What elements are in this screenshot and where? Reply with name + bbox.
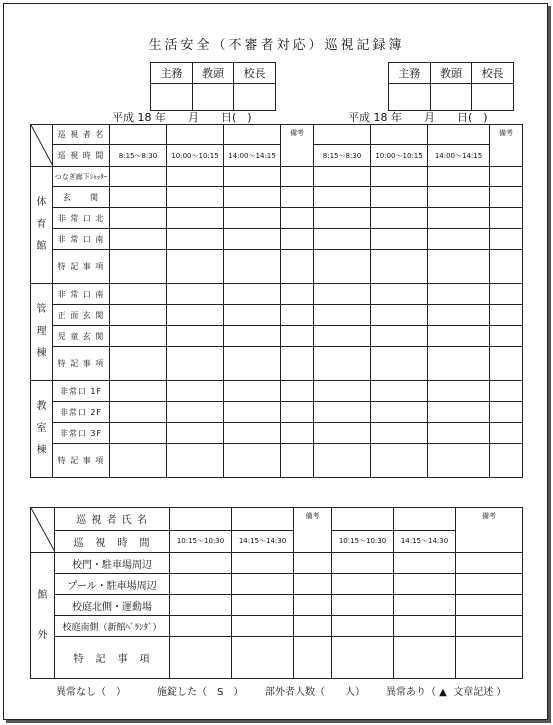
- note-cell[interactable]: [281, 402, 314, 423]
- patroller-cell[interactable]: [224, 125, 281, 145]
- check-cell[interactable]: [428, 208, 490, 229]
- time-slot: 10:15～10:30: [332, 530, 394, 553]
- check-cell[interactable]: [167, 381, 224, 402]
- check-cell[interactable]: [170, 595, 232, 616]
- patroller-cell[interactable]: [314, 125, 371, 145]
- note-cell[interactable]: [294, 616, 332, 637]
- check-cell[interactable]: [110, 187, 167, 208]
- note-cell[interactable]: [490, 444, 523, 478]
- patroller-label: 巡 視 者 氏 名: [55, 508, 170, 531]
- check-cell[interactable]: [314, 250, 371, 284]
- note-cell[interactable]: [490, 347, 523, 381]
- check-cell[interactable]: [110, 347, 167, 381]
- check-cell[interactable]: [332, 595, 394, 616]
- check-cell[interactable]: [314, 208, 371, 229]
- check-cell[interactable]: [428, 250, 490, 284]
- check-cell[interactable]: [371, 208, 428, 229]
- check-cell[interactable]: [394, 574, 456, 595]
- form-title: 生活安全（不審者対応）巡視記録簿: [148, 38, 405, 53]
- note-cell[interactable]: [281, 381, 314, 402]
- row-label: 特 記 事 項: [53, 250, 110, 284]
- check-cell[interactable]: [314, 423, 371, 444]
- group-gymnasium: 体 育 館: [31, 167, 53, 284]
- check-cell[interactable]: [167, 305, 224, 326]
- patroller-cell[interactable]: [394, 508, 456, 531]
- note-cell[interactable]: [294, 574, 332, 595]
- check-cell[interactable]: [167, 167, 224, 187]
- stamp-header: 主務: [389, 63, 431, 84]
- check-cell[interactable]: [371, 423, 428, 444]
- check-cell[interactable]: [224, 347, 281, 381]
- group-admin-building: 管 理 棟: [31, 284, 53, 381]
- check-cell[interactable]: [371, 402, 428, 423]
- check-cell[interactable]: [314, 305, 371, 326]
- note-cell[interactable]: [281, 167, 314, 187]
- stamp-cell[interactable]: [192, 84, 234, 111]
- note-cell[interactable]: [490, 326, 523, 347]
- check-cell[interactable]: [332, 553, 394, 574]
- note-header: 備考: [456, 508, 523, 553]
- date-left: 平成 18 年 月 日( ): [112, 111, 252, 124]
- row-label: 非常口 1F: [53, 381, 110, 402]
- check-cell[interactable]: [232, 616, 294, 637]
- patroller-cell[interactable]: [428, 125, 490, 145]
- group-classroom-building: 教 室 棟: [31, 381, 53, 478]
- note-header: 備考: [490, 125, 523, 167]
- check-cell[interactable]: [110, 402, 167, 423]
- note-header: 備考: [294, 508, 332, 553]
- check-cell[interactable]: [314, 402, 371, 423]
- time-slot: 14:00～14:15: [428, 145, 490, 167]
- row-label: 特 記 事 項: [53, 347, 110, 381]
- check-cell[interactable]: [224, 402, 281, 423]
- legend-abnormality: 異常あり（ ▲ 文章記述 ）: [386, 687, 507, 698]
- check-cell[interactable]: [371, 187, 428, 208]
- stamp-header: 教頭: [192, 63, 234, 84]
- check-cell[interactable]: [224, 305, 281, 326]
- time-slot: 10:15～10:30: [170, 530, 232, 553]
- patroller-cell[interactable]: [371, 125, 428, 145]
- stamp-cell[interactable]: [389, 84, 431, 111]
- note-cell[interactable]: [281, 208, 314, 229]
- patroller-cell[interactable]: [170, 508, 232, 531]
- row-label: 非 常 口 北: [53, 208, 110, 229]
- check-cell[interactable]: [224, 423, 281, 444]
- check-cell[interactable]: [224, 167, 281, 187]
- check-cell[interactable]: [170, 637, 232, 679]
- check-cell[interactable]: [224, 250, 281, 284]
- stamp-header: 教頭: [430, 63, 472, 84]
- row-label: 特 記 事 項: [55, 637, 170, 679]
- time-slot: 14:00～14:15: [224, 145, 281, 167]
- check-cell[interactable]: [314, 347, 371, 381]
- check-cell[interactable]: [167, 423, 224, 444]
- note-cell[interactable]: [281, 444, 314, 478]
- time-slot: 14:15～14:30: [394, 530, 456, 553]
- patroller-cell[interactable]: [232, 508, 294, 531]
- stamp-cell[interactable]: [151, 84, 193, 111]
- check-cell[interactable]: [224, 381, 281, 402]
- check-cell[interactable]: [314, 381, 371, 402]
- row-label: プール・駐車場周辺: [55, 574, 170, 595]
- check-cell[interactable]: [110, 229, 167, 250]
- check-cell[interactable]: [110, 305, 167, 326]
- note-cell[interactable]: [456, 595, 523, 616]
- note-cell[interactable]: [456, 637, 523, 679]
- row-label: 特 記 事 項: [53, 444, 110, 478]
- row-label: 校庭南側（新館ﾍﾞﾗﾝﾀﾞ）: [55, 616, 170, 637]
- row-label: 校門・駐車場周辺: [55, 553, 170, 574]
- patroller-cell[interactable]: [110, 125, 167, 145]
- note-cell[interactable]: [281, 229, 314, 250]
- row-label: 児 童 玄 関: [53, 326, 110, 347]
- check-cell[interactable]: [232, 574, 294, 595]
- note-cell[interactable]: [281, 284, 314, 305]
- check-cell[interactable]: [170, 574, 232, 595]
- check-cell[interactable]: [394, 553, 456, 574]
- check-cell[interactable]: [110, 284, 167, 305]
- time-label: 巡 視 時 間: [55, 530, 170, 553]
- check-cell[interactable]: [224, 326, 281, 347]
- check-cell[interactable]: [167, 326, 224, 347]
- note-cell[interactable]: [490, 250, 523, 284]
- check-cell[interactable]: [332, 574, 394, 595]
- check-cell[interactable]: [428, 326, 490, 347]
- check-cell[interactable]: [167, 208, 224, 229]
- patrol-table-outside: [30, 507, 523, 679]
- note-cell[interactable]: [294, 595, 332, 616]
- time-slot: 10:00～10:15: [371, 145, 428, 167]
- check-cell[interactable]: [371, 284, 428, 305]
- legend-outsider-count: 部外者人数（ 人）: [265, 687, 365, 698]
- legend-locked: 施錠した（ S ）: [157, 687, 244, 698]
- row-label: 非常口 3F: [53, 423, 110, 444]
- row-label: 校庭北側・運動場: [55, 595, 170, 616]
- note-header: 備考: [281, 125, 314, 167]
- row-label: 正 面 玄 関: [53, 305, 110, 326]
- time-slot: 10:00～10:15: [167, 145, 224, 167]
- legend-no-abnormality: 異常なし（ ）: [56, 687, 126, 698]
- check-cell[interactable]: [428, 402, 490, 423]
- stamp-header: 主務: [151, 63, 193, 84]
- row-label: 非常口 2F: [53, 402, 110, 423]
- check-cell[interactable]: [371, 250, 428, 284]
- check-cell[interactable]: [110, 167, 167, 187]
- check-cell[interactable]: [314, 326, 371, 347]
- date-right: 平成 18 年 月 日( ): [348, 111, 488, 124]
- check-cell[interactable]: [224, 284, 281, 305]
- check-cell[interactable]: [167, 229, 224, 250]
- note-cell[interactable]: [281, 187, 314, 208]
- check-cell[interactable]: [371, 444, 428, 478]
- approval-stamps-right: [388, 62, 514, 111]
- check-cell[interactable]: [371, 347, 428, 381]
- check-cell[interactable]: [371, 381, 428, 402]
- stamp-cell[interactable]: [430, 84, 472, 111]
- note-cell[interactable]: [490, 187, 523, 208]
- check-cell[interactable]: [428, 444, 490, 478]
- approval-stamps-left: [150, 62, 276, 111]
- check-cell[interactable]: [332, 616, 394, 637]
- check-cell[interactable]: [110, 250, 167, 284]
- check-cell[interactable]: [170, 616, 232, 637]
- time-slot: 8:15～8:30: [110, 145, 167, 167]
- check-cell[interactable]: [314, 284, 371, 305]
- check-cell[interactable]: [314, 187, 371, 208]
- patrol-table-main: [30, 124, 523, 478]
- group-outside-building: 館 外: [31, 553, 55, 679]
- check-cell[interactable]: [232, 553, 294, 574]
- patroller-cell[interactable]: [332, 508, 394, 531]
- check-cell[interactable]: [314, 167, 371, 187]
- check-cell[interactable]: [371, 229, 428, 250]
- patroller-cell[interactable]: [167, 125, 224, 145]
- corner-cell: [31, 508, 55, 553]
- check-cell[interactable]: [232, 637, 294, 679]
- check-cell[interactable]: [110, 381, 167, 402]
- time-slot: 8:15～8:30: [314, 145, 371, 167]
- check-cell[interactable]: [224, 444, 281, 478]
- diagonal-line: [31, 125, 53, 166]
- check-cell[interactable]: [394, 637, 456, 679]
- check-cell[interactable]: [394, 595, 456, 616]
- check-cell[interactable]: [167, 444, 224, 478]
- note-cell[interactable]: [490, 305, 523, 326]
- check-cell[interactable]: [167, 347, 224, 381]
- note-cell[interactable]: [281, 250, 314, 284]
- check-cell[interactable]: [428, 187, 490, 208]
- note-cell[interactable]: [456, 553, 523, 574]
- patroller-label: 巡 視 者 名: [53, 125, 110, 145]
- check-cell[interactable]: [224, 187, 281, 208]
- check-cell[interactable]: [394, 616, 456, 637]
- corner-cell: [31, 125, 53, 167]
- check-cell[interactable]: [428, 229, 490, 250]
- check-cell[interactable]: [110, 208, 167, 229]
- note-cell[interactable]: [490, 167, 523, 187]
- row-label: 非 常 口 南: [53, 229, 110, 250]
- check-cell[interactable]: [224, 229, 281, 250]
- check-cell[interactable]: [428, 381, 490, 402]
- check-cell[interactable]: [371, 326, 428, 347]
- note-cell[interactable]: [456, 574, 523, 595]
- note-cell[interactable]: [281, 347, 314, 381]
- check-cell[interactable]: [428, 423, 490, 444]
- check-cell[interactable]: [224, 208, 281, 229]
- check-cell[interactable]: [314, 229, 371, 250]
- check-cell[interactable]: [314, 444, 371, 478]
- stamp-cell[interactable]: [472, 84, 514, 111]
- note-cell[interactable]: [456, 616, 523, 637]
- note-cell[interactable]: [490, 208, 523, 229]
- stamp-header: 校長: [472, 63, 514, 84]
- check-cell[interactable]: [232, 595, 294, 616]
- row-label: つなぎ廊下ｼｬｯﾀｰ: [53, 167, 110, 187]
- check-cell[interactable]: [332, 637, 394, 679]
- note-cell[interactable]: [294, 553, 332, 574]
- check-cell[interactable]: [371, 167, 428, 187]
- check-cell[interactable]: [167, 187, 224, 208]
- row-label: 玄 関: [53, 187, 110, 208]
- check-cell[interactable]: [110, 444, 167, 478]
- note-cell[interactable]: [490, 284, 523, 305]
- note-cell[interactable]: [490, 381, 523, 402]
- note-cell[interactable]: [490, 229, 523, 250]
- check-cell[interactable]: [428, 167, 490, 187]
- check-cell[interactable]: [110, 326, 167, 347]
- check-cell[interactable]: [170, 553, 232, 574]
- time-slot: 14:15～14:30: [232, 530, 294, 553]
- note-cell[interactable]: [281, 305, 314, 326]
- check-cell[interactable]: [110, 423, 167, 444]
- note-cell[interactable]: [490, 423, 523, 444]
- note-cell[interactable]: [294, 637, 332, 679]
- time-label: 巡 視 時 間: [53, 145, 110, 167]
- note-cell[interactable]: [281, 423, 314, 444]
- check-cell[interactable]: [428, 347, 490, 381]
- check-cell[interactable]: [167, 284, 224, 305]
- diagonal-line: [31, 508, 55, 552]
- note-cell[interactable]: [490, 402, 523, 423]
- stamp-cell[interactable]: [234, 84, 276, 111]
- check-cell[interactable]: [428, 284, 490, 305]
- check-cell[interactable]: [428, 305, 490, 326]
- check-cell[interactable]: [167, 250, 224, 284]
- note-cell[interactable]: [281, 326, 314, 347]
- row-label: 非 常 口 南: [53, 284, 110, 305]
- stamp-header: 校長: [234, 63, 276, 84]
- check-cell[interactable]: [167, 402, 224, 423]
- check-cell[interactable]: [371, 305, 428, 326]
